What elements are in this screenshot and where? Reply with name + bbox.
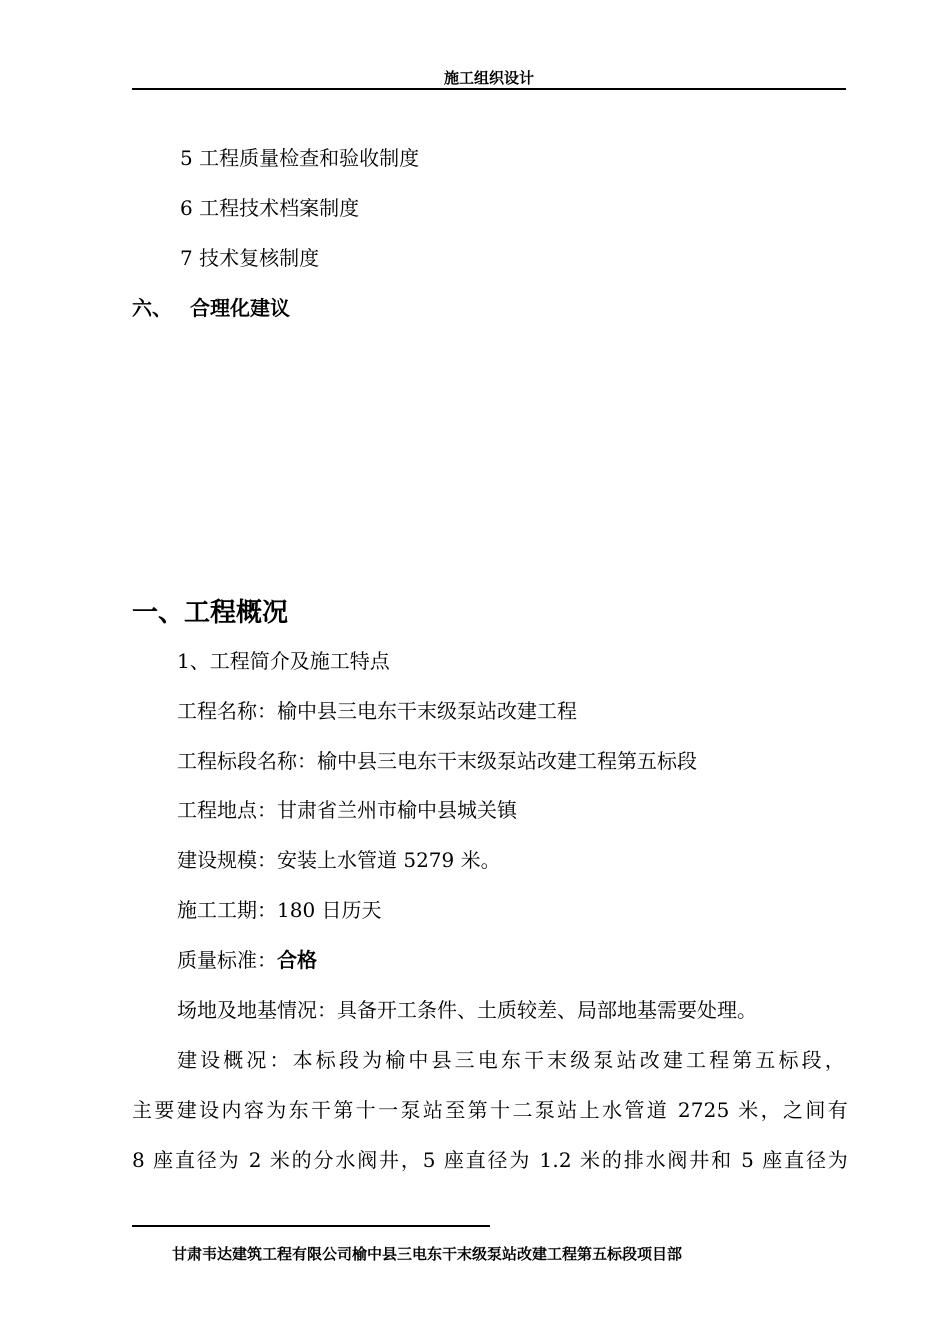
- overview-line: 8 座直径为 2 米的分水阀井，5 座直径为 1.2 米的排水阀井和 5 座直径为: [132, 1148, 848, 1172]
- field-value: 180 日历天: [277, 898, 382, 922]
- list-item: [180, 194, 359, 222]
- project-scale-row: [177, 846, 501, 874]
- project-section-row: [177, 747, 697, 775]
- list-item: [180, 144, 419, 172]
- section-one-title: 工程概况: [184, 598, 289, 628]
- project-name-row: [177, 697, 577, 725]
- subsection-title: 1、工程简介及施工特点: [177, 649, 390, 673]
- overview-line: 建设概况：本标段为榆中县三电东干末级泵站改建工程第五标段，: [177, 1048, 845, 1072]
- section-six-heading: [132, 294, 290, 322]
- project-location-row: [177, 796, 517, 824]
- project-site-row: [177, 996, 757, 1024]
- field-value: 具备开工条件、土质较差、局部地基需要处理。: [337, 998, 757, 1022]
- header-divider: [132, 88, 846, 90]
- section-one-heading: [132, 596, 288, 630]
- page-footer-text: 甘肃韦达建筑工程有限公司榆中县三电东干末级泵站改建工程第五标段项目部: [172, 1245, 683, 1263]
- field-value: 合格: [277, 948, 317, 972]
- footer-divider: [132, 1225, 490, 1227]
- field-label: 工程名称：: [177, 699, 277, 723]
- list-item-text: 技术复核制度: [199, 246, 320, 270]
- field-value: 榆中县三电东干末级泵站改建工程第五标段: [317, 749, 697, 773]
- section-six-number: 六、: [132, 296, 172, 320]
- list-item: [180, 244, 319, 272]
- section-six-title: 合理化建议: [190, 296, 290, 320]
- field-label: 施工工期：: [177, 898, 277, 922]
- project-quality-row: [177, 946, 317, 974]
- list-item-text: 工程质量检查和验收制度: [199, 146, 420, 170]
- section-one-number: 一、: [132, 598, 185, 628]
- field-value: 安装上水管道 5279 米。: [277, 848, 501, 872]
- field-label: 工程地点：: [177, 798, 277, 822]
- list-item-number: 7: [180, 246, 193, 270]
- list-item-number: 5: [180, 146, 193, 170]
- list-item-text: 工程技术档案制度: [199, 196, 360, 220]
- overview-line: 主要建设内容为东干第十一泵站至第十二泵站上水管道 2725 米，之间有: [132, 1098, 848, 1122]
- project-duration-row: [177, 896, 382, 924]
- page-header-title: 施工组织设计: [443, 69, 534, 87]
- list-item-number: 6: [180, 196, 193, 220]
- field-label: 建设规模：: [177, 848, 277, 872]
- field-label: 质量标准：: [177, 948, 277, 972]
- field-label: 场地及地基情况：: [177, 998, 337, 1022]
- field-label: 工程标段名称：: [177, 749, 317, 773]
- field-value: 甘肃省兰州市榆中县城关镇: [277, 798, 517, 822]
- field-value: 榆中县三电东干末级泵站改建工程: [277, 699, 577, 723]
